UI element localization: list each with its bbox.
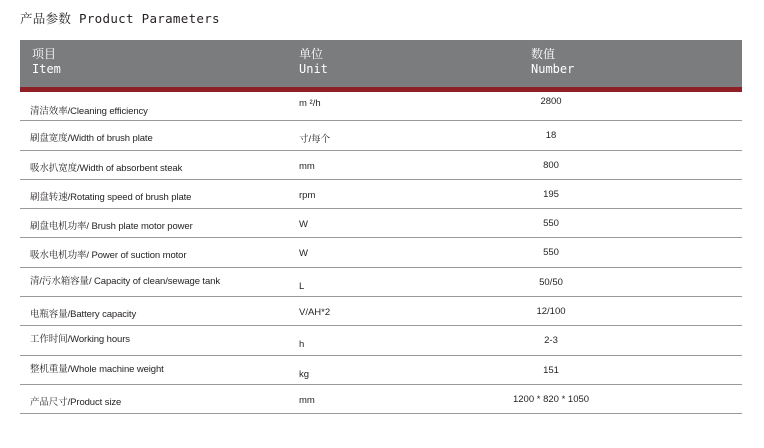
row-value-text: 12/100: [536, 306, 566, 318]
table-row: [20, 151, 742, 180]
row-value-text: 550: [543, 218, 559, 230]
row-unit: 寸/每个: [299, 134, 331, 146]
row-value-text: 151: [543, 364, 559, 376]
table-row: [20, 121, 742, 150]
table-row: [20, 180, 742, 209]
row-unit: rpm: [299, 189, 316, 201]
header-number-en: Number: [531, 62, 575, 76]
row-value-text: 1200 * 820 * 1050: [512, 393, 590, 405]
row-value-text: 550: [543, 247, 559, 259]
row-name: 电瓶容量/Battery capacity: [30, 309, 137, 321]
table-header: [20, 40, 742, 87]
row-unit: h: [299, 339, 305, 351]
header-unit: [299, 47, 328, 77]
header-number-cn: 数值: [531, 47, 556, 61]
row-name: 工作时间/Working hours: [30, 334, 130, 346]
row-unit: mm: [299, 160, 315, 172]
row-value-text: 18: [545, 130, 557, 142]
header-unit-cn: 单位: [299, 47, 324, 61]
header-item: [32, 47, 61, 77]
row-name: 刷盘电机功率/ Brush plate motor power: [30, 221, 193, 233]
header-item-cn: 项目: [32, 47, 57, 61]
row-name: 清/污水箱容量/ Capacity of clean/sewage tank: [30, 275, 220, 287]
row-unit: m ²/h: [299, 98, 321, 109]
row-unit: V/AH*2: [299, 307, 331, 319]
row-value-text: 2-3: [544, 335, 558, 347]
row-name: 清洁效率/Cleaning efficiency: [30, 106, 148, 117]
header-unit-en: Unit: [299, 62, 328, 76]
row-unit: mm: [299, 394, 315, 406]
row-name: 刷盘宽度/Width of brush plate: [30, 133, 153, 145]
table-row: [20, 209, 742, 238]
table-row: [20, 268, 742, 297]
table-row: [20, 356, 742, 385]
page-title: 产品参数 Product Parameters: [20, 11, 220, 26]
row-name: 吸水扒宽度/Width of absorbent steak: [30, 162, 183, 174]
row-name: 整机重量/Whole machine weight: [30, 363, 164, 375]
row-name: 吸水电机功率/ Power of suction motor: [30, 250, 187, 262]
row-value-text: 2800: [540, 96, 562, 107]
table-row: [20, 92, 742, 121]
row-value-text: 50/50: [539, 276, 563, 288]
table-row: [20, 238, 742, 267]
table-body: [20, 92, 742, 414]
table-row: [20, 297, 742, 326]
row-unit: W: [299, 219, 308, 231]
row-value-text: 800: [543, 159, 559, 171]
table-row: [20, 385, 742, 414]
header-number: [531, 47, 574, 77]
row-unit: kg: [299, 368, 310, 380]
row-value-text: 195: [543, 188, 559, 200]
row-unit: L: [299, 280, 305, 292]
row-name: 刷盘转速/Rotating speed of brush plate: [30, 191, 192, 203]
header-item-en: Item: [32, 62, 61, 76]
row-name: 产品尺寸/Product size: [30, 396, 122, 408]
table-row: [20, 326, 742, 355]
row-unit: W: [299, 248, 308, 260]
product-parameters-table: [20, 40, 742, 414]
